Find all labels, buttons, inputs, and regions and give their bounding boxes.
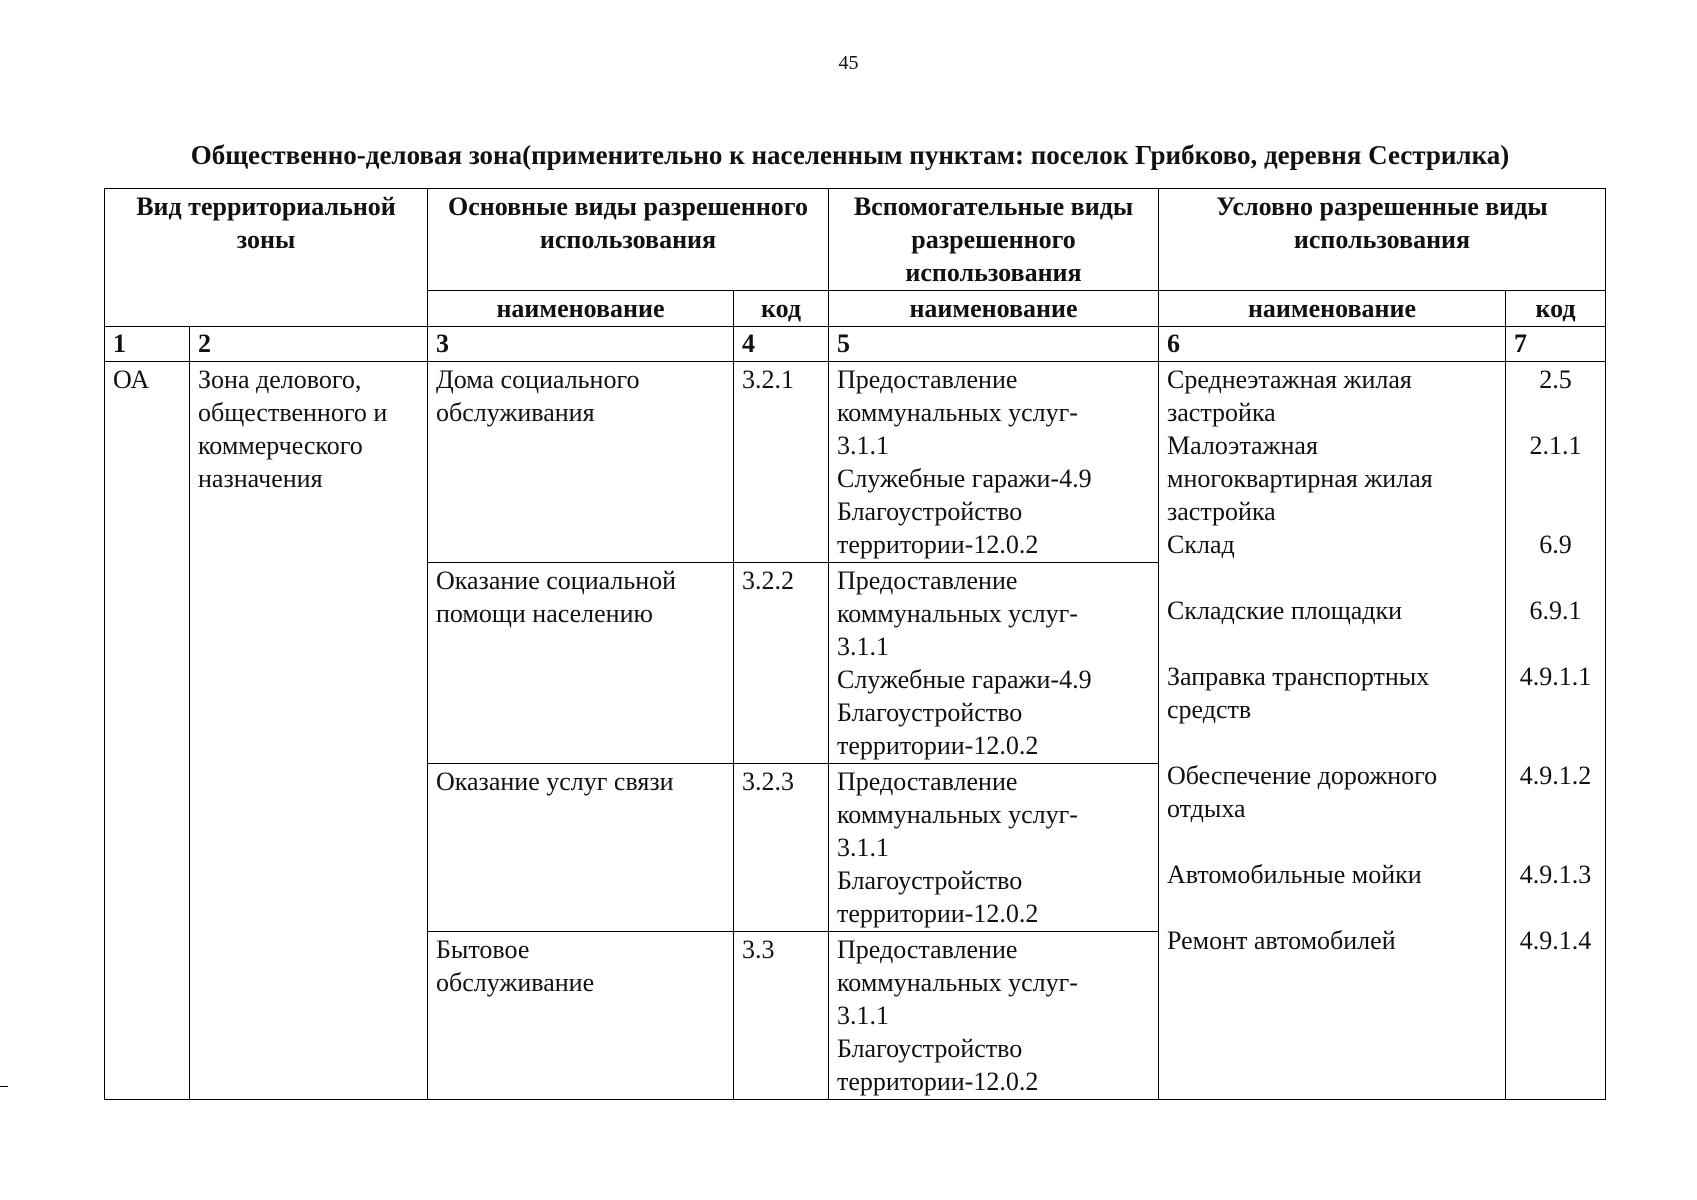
conditional-use-name: Складские площадки [1167, 596, 1403, 625]
main-use-name-line: Бытовое [436, 935, 530, 964]
aux-use-line: Благоустройство [837, 497, 1023, 526]
conditional-use-name: Склад [1167, 530, 1235, 559]
aux-use-line: Предоставление [837, 566, 1018, 595]
document-title: Общественно-деловая зона(применительно к населенным пунктам: поселок Грибково, деревня Сестрилка) [190, 140, 1510, 170]
column-number: 3 [428, 327, 734, 362]
main-use-name-line: обслуживание [436, 968, 595, 997]
header-aux-name: наименование [829, 291, 1159, 327]
aux-use-line: территории-12.0.2 [837, 899, 1039, 928]
aux-uses-cell [829, 932, 1159, 1100]
conditional-use-name: Автомобильные мойки [1167, 860, 1422, 889]
zone-name-line: назначения [198, 464, 323, 493]
aux-use-line: Предоставление [837, 935, 1018, 964]
aux-use-line: 3.1.1 [837, 632, 889, 661]
aux-use-line: 3.1.1 [837, 833, 889, 862]
aux-use-line: Предоставление [837, 365, 1018, 394]
column-number: 2 [190, 327, 428, 362]
column-number: 4 [734, 327, 829, 362]
main-use-code: 3.2.2 [734, 563, 829, 764]
main-use-name [428, 362, 734, 563]
conditional-uses-cell [1159, 362, 1506, 1100]
main-use-name-line: Дома социального [436, 365, 640, 394]
aux-uses-cell [829, 362, 1159, 563]
header-row-1 [105, 189, 1606, 291]
column-number: 1 [105, 327, 190, 362]
column-number: 7 [1506, 327, 1606, 362]
conditional-use-code: 2.1.1 [1529, 431, 1582, 460]
main-use-name [428, 764, 734, 932]
main-use-name [428, 563, 734, 764]
main-use-name-line: помощи населению [436, 599, 653, 628]
header-conditional-name: наименование [1159, 291, 1506, 327]
zone-name-line: Зона делового, [198, 365, 362, 394]
zone-name-line: общественного и [198, 398, 388, 427]
conditional-use-code: 2.5 [1539, 365, 1572, 394]
conditional-use-name: Малоэтажная многоквартирная жилая застройка [1167, 431, 1433, 526]
aux-use-line: Служебные гаражи-4.9 [837, 665, 1092, 694]
zone-table-container [104, 188, 1606, 1100]
conditional-use-code: 4.9.1.1 [1519, 662, 1592, 691]
aux-use-line: Предоставление [837, 767, 1018, 796]
main-use-name-line: Оказание социальной [436, 566, 677, 595]
header-conditional-uses: Условно разрешенные виды использования [1159, 189, 1606, 291]
aux-use-line: Благоустройство [837, 866, 1023, 895]
conditional-codes-cell [1506, 362, 1606, 1100]
main-use-code: 3.2.3 [734, 764, 829, 932]
header-conditional-code: код [1506, 291, 1606, 327]
aux-use-line: территории-12.0.2 [837, 731, 1039, 760]
conditional-use-code: 4.9.1.4 [1519, 926, 1592, 955]
header-main-uses: Основные виды разрешенного использования [428, 189, 829, 291]
column-number: 5 [829, 327, 1159, 362]
conditional-use-name: Обеспечение дорожного отдыха [1167, 761, 1438, 823]
conditional-use-code: 4.9.1.3 [1519, 860, 1592, 889]
header-main-name: наименование [428, 291, 734, 327]
column-number: 6 [1159, 327, 1506, 362]
header-zone-type: Вид территориальной зоны [105, 189, 428, 327]
aux-use-line: коммунальных услуг- [837, 599, 1078, 628]
aux-use-line: коммунальных услуг- [837, 398, 1078, 427]
conditional-use-code: 6.9 [1539, 530, 1572, 559]
zone-name [190, 362, 428, 1100]
page-number: 45 [838, 52, 859, 74]
conditional-use-code: 4.9.1.2 [1519, 761, 1592, 790]
conditional-use-name: Ремонт автомобилей [1167, 926, 1396, 955]
aux-use-line: территории-12.0.2 [837, 530, 1039, 559]
conditional-use-code: 6.9.1 [1529, 596, 1582, 625]
zone-name-line: коммерческого [198, 431, 363, 460]
main-use-code: 3.3 [734, 932, 829, 1100]
aux-use-line: 3.1.1 [837, 431, 889, 460]
aux-uses-cell [829, 563, 1159, 764]
main-use-code: 3.2.1 [734, 362, 829, 563]
aux-use-line: 3.1.1 [837, 1001, 889, 1030]
main-use-name [428, 932, 734, 1100]
header-aux-uses: Вспомогательные виды разрешенного использования [829, 189, 1159, 291]
margin-mark [0, 1086, 8, 1087]
column-number-row [105, 327, 1606, 362]
header-main-code: код [734, 291, 829, 327]
aux-use-line: территории-12.0.2 [837, 1067, 1039, 1096]
aux-use-line: коммунальных услуг- [837, 800, 1078, 829]
conditional-use-name: Заправка транспортных средств [1167, 662, 1430, 724]
main-use-name-line: Оказание услуг связи [436, 767, 674, 796]
aux-use-line: Благоустройство [837, 1034, 1023, 1063]
aux-use-line: коммунальных услуг- [837, 968, 1078, 997]
aux-use-line: Благоустройство [837, 698, 1023, 727]
zone-code: ОА [105, 362, 190, 1100]
aux-use-line: Служебные гаражи-4.9 [837, 464, 1092, 493]
main-use-name-line: обслуживания [436, 398, 595, 427]
table-row [105, 362, 1606, 563]
zone-table [104, 188, 1606, 1100]
aux-uses-cell [829, 764, 1159, 932]
conditional-use-name: Среднеэтажная жилая застройка [1167, 365, 1412, 427]
